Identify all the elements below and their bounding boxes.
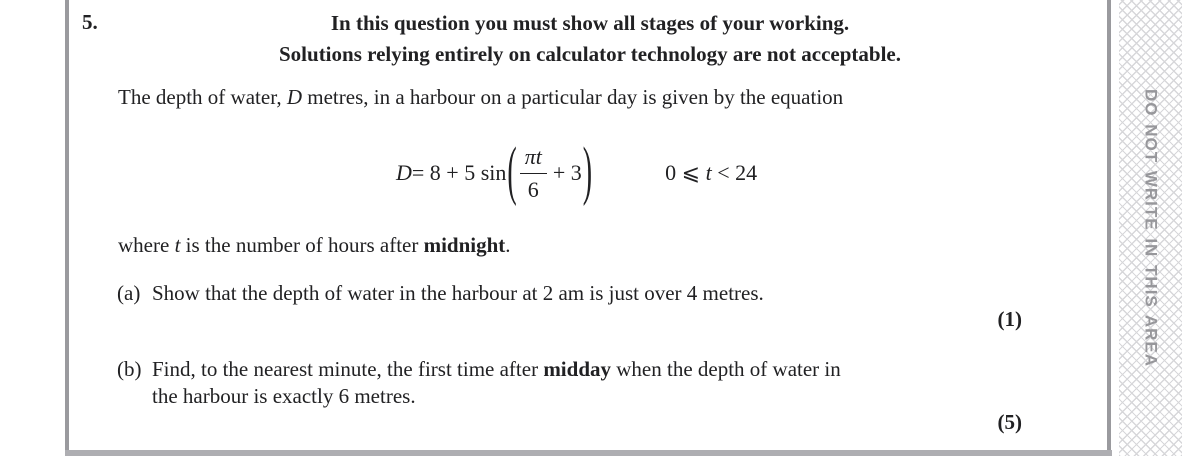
fraction [520, 144, 547, 202]
depth-equation [396, 134, 757, 212]
part-b [117, 356, 1027, 410]
midnight-emphasis: midnight [423, 233, 506, 257]
right-margin-rule [1107, 0, 1111, 456]
where-pre: where [118, 233, 175, 257]
pi-symbol: π [524, 144, 536, 170]
intro-post: metres, in a harbour on a particular day is given by the equation [302, 85, 844, 109]
variable-t: t [535, 144, 542, 170]
part-b-line2: the harbour is exactly 6 metres. [152, 384, 416, 408]
part-b-text [152, 356, 1012, 410]
where-mid: is the number of hours after [180, 233, 424, 257]
fraction-denominator: 6 [527, 176, 539, 202]
fraction-numerator [520, 144, 547, 173]
equation-rhs-pre: = 8 + 5 sin [411, 160, 507, 185]
intro-pre: The depth of water, [118, 85, 287, 109]
do-not-write-label: DO NOT WRITE IN THIS AREA [1141, 88, 1161, 368]
bottom-page-divider [65, 450, 1112, 456]
instruction-line-2: Solutions relying entirely on calculator technology are not acceptable. [279, 42, 901, 66]
domain-constraint [665, 160, 757, 186]
part-b-marks: (5) [997, 410, 1022, 434]
where-post: . [505, 233, 511, 257]
variable-D: D [286, 85, 303, 109]
where-variable-t: t [174, 233, 181, 257]
intro-paragraph [118, 84, 1078, 111]
part-a-label: (a) [117, 281, 141, 305]
where-line [118, 232, 1078, 259]
plus-term: + 3 [552, 160, 582, 185]
instruction-line-1: In this question you must show all stages of your working. [330, 11, 850, 35]
domain-variable-t: t [705, 160, 712, 185]
close-paren: ) [582, 135, 593, 209]
left-margin-rule [65, 0, 69, 456]
domain-post: < 24 [711, 160, 758, 185]
part-a-text: Show that the depth of water in the harbour at 2 am is just over 4 metres. [152, 281, 764, 305]
instruction-block [120, 8, 1060, 70]
midday-emphasis: midday [543, 357, 611, 381]
do-not-write-margin [1119, 0, 1182, 456]
question-number: 5. [82, 10, 98, 34]
domain-pre: 0 ⩽ [665, 160, 706, 185]
part-b-line1-post: when the depth of water in [611, 357, 841, 381]
part-b-line1-pre: Find, to the nearest minute, the first time after [152, 357, 544, 381]
part-b-label: (b) [117, 357, 142, 381]
part-a-marks: (1) [997, 307, 1022, 331]
equation-lhs: D [396, 160, 412, 185]
open-paren: ( [507, 135, 517, 209]
part-a [117, 280, 1027, 307]
